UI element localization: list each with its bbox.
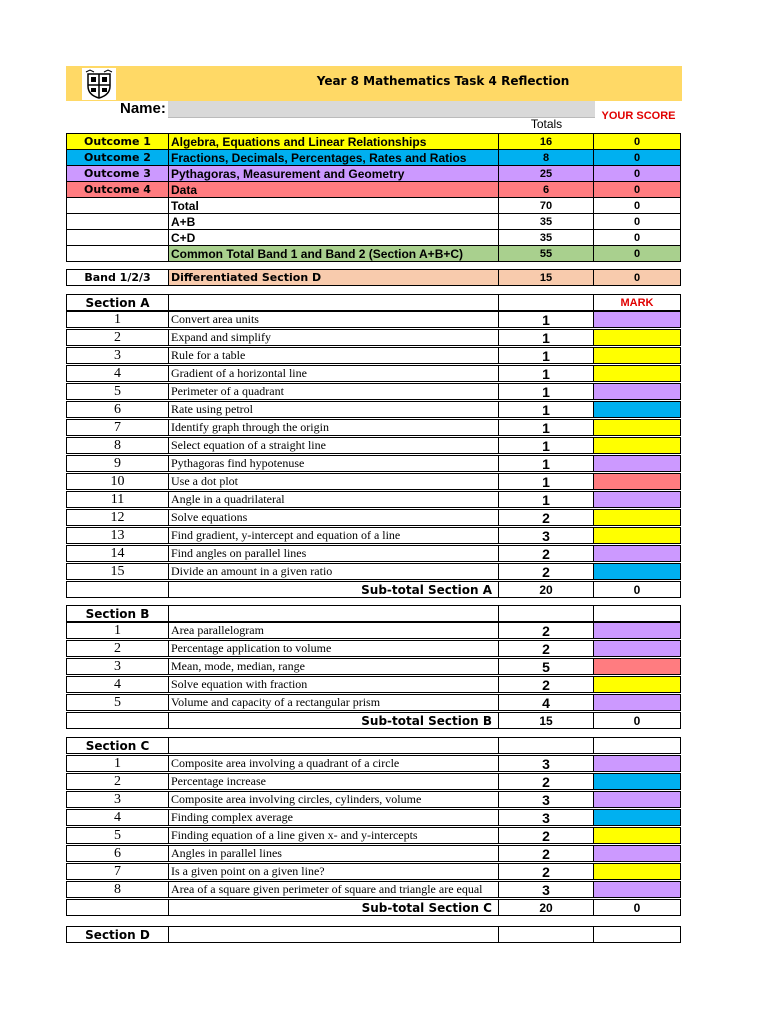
section-b-row: 3 Mean, mode, median, range 5: [66, 658, 682, 674]
summary-row-outcome-2: Outcome 2 Fractions, Decimals, Percentages, Rates and Ratios 8 0: [66, 149, 682, 165]
section-a-row: 12 Solve equations 2: [66, 509, 682, 525]
mark-cell[interactable]: [593, 509, 681, 526]
your-score-header: YOUR SCORE: [601, 110, 676, 122]
section-a-row: 3 Rule for a table 1: [66, 347, 682, 363]
name-label: Name:: [120, 100, 166, 117]
mark-cell[interactable]: [593, 881, 681, 898]
section-a-row: 1 Convert area units 1: [66, 311, 682, 327]
mark-cell[interactable]: [593, 383, 681, 400]
section-c-header: Section C: [66, 737, 682, 753]
section-a-row: 5 Perimeter of a quadrant 1: [66, 383, 682, 399]
section-c-row: 2 Percentage increase 2: [66, 773, 682, 789]
mark-cell[interactable]: [593, 473, 681, 490]
mark-cell[interactable]: [593, 827, 681, 844]
section-a-subtotal: Sub-total Section A 20 0: [66, 581, 682, 597]
section-c-row: 1 Composite area involving a quadrant of a circle 3: [66, 755, 682, 771]
section-d-header: Section D: [66, 926, 682, 942]
name-field[interactable]: [168, 101, 595, 118]
mark-cell[interactable]: [593, 401, 681, 418]
mark-cell[interactable]: [593, 347, 681, 364]
section-a-row: 9 Pythagoras find hypotenuse 1: [66, 455, 682, 471]
mark-cell[interactable]: [593, 311, 681, 328]
section-a-row: 4 Gradient of a horizontal line 1: [66, 365, 682, 381]
section-a-row: 13 Find gradient, y-intercept and equation of a line 3: [66, 527, 682, 543]
mark-cell[interactable]: [593, 676, 681, 693]
mark-cell[interactable]: [593, 563, 681, 580]
section-c-row: 4 Finding complex average 3: [66, 809, 682, 825]
summary-row-outcome-1: Outcome 1 Algebra, Equations and Linear Relationships 16 0: [66, 133, 682, 149]
section-a-row: 10 Use a dot plot 1: [66, 473, 682, 489]
mark-cell[interactable]: [593, 527, 681, 544]
section-c-row: 5 Finding equation of a line given x- and y-intercepts 2: [66, 827, 682, 843]
mark-cell[interactable]: [593, 545, 681, 562]
section-a-row: 14 Find angles on parallel lines 2: [66, 545, 682, 561]
page-title: Year 8 Mathematics Task 4 Reflection: [316, 74, 570, 88]
summary-row-c-plus-d: C+D 35 0: [66, 229, 682, 245]
section-c-row: 6 Angles in parallel lines 2: [66, 845, 682, 861]
section-c-row: 3 Composite area involving circles, cylinders, volume 3: [66, 791, 682, 807]
mark-cell[interactable]: [593, 694, 681, 711]
mark-cell[interactable]: [593, 365, 681, 382]
section-a-header: Section A MARK: [66, 294, 682, 310]
mark-cell[interactable]: [593, 455, 681, 472]
section-b-row: 5 Volume and capacity of a rectangular prism 4: [66, 694, 682, 710]
section-c-row: 8 Area of a square given perimeter of square and triangle are equal 3: [66, 881, 682, 897]
section-a-row: 11 Angle in a quadrilateral 1: [66, 491, 682, 507]
section-b-header: Section B: [66, 605, 682, 621]
mark-cell[interactable]: [593, 419, 681, 436]
mark-cell[interactable]: [593, 845, 681, 862]
mark-cell[interactable]: [593, 437, 681, 454]
mark-cell[interactable]: [593, 622, 681, 639]
section-b-row: 2 Percentage application to volume 2: [66, 640, 682, 656]
section-a-row: 8 Select equation of a straight line 1: [66, 437, 682, 453]
summary-row-common-total: Common Total Band 1 and Band 2 (Section A+B+C) 55 0: [66, 245, 682, 261]
mark-header: MARK: [593, 294, 681, 311]
section-b-row: 4 Solve equation with fraction 2: [66, 676, 682, 692]
summary-row-total: Total 70 0: [66, 197, 682, 213]
band-row: Band 1/2/3 Differentiated Section D 15 0: [66, 269, 682, 285]
mark-cell[interactable]: [593, 809, 681, 826]
section-a-row: 15 Divide an amount in a given ratio 2: [66, 563, 682, 579]
mark-cell[interactable]: [593, 658, 681, 675]
section-b-subtotal: Sub-total Section B 15 0: [66, 712, 682, 728]
mark-cell[interactable]: [593, 640, 681, 657]
section-a-row: 2 Expand and simplify 1: [66, 329, 682, 345]
summary-row-a-plus-b: A+B 35 0: [66, 213, 682, 229]
mark-cell[interactable]: [593, 329, 681, 346]
mark-cell[interactable]: [593, 863, 681, 880]
mark-cell[interactable]: [593, 491, 681, 508]
section-b-row: 1 Area parallelogram 2: [66, 622, 682, 638]
section-c-subtotal: Sub-total Section C 20 0: [66, 899, 682, 915]
summary-row-outcome-3: Outcome 3 Pythagoras, Measurement and Geometry 25 0: [66, 165, 682, 181]
section-a-row: 6 Rate using petrol 1: [66, 401, 682, 417]
mark-cell[interactable]: [593, 791, 681, 808]
mark-cell[interactable]: [593, 755, 681, 772]
section-a-row: 7 Identify graph through the origin 1: [66, 419, 682, 435]
section-c-row: 7 Is a given point on a given line? 2: [66, 863, 682, 879]
mark-cell[interactable]: [593, 773, 681, 790]
totals-header: Totals: [530, 117, 563, 131]
summary-row-outcome-4: Outcome 4 Data 6 0: [66, 181, 682, 197]
